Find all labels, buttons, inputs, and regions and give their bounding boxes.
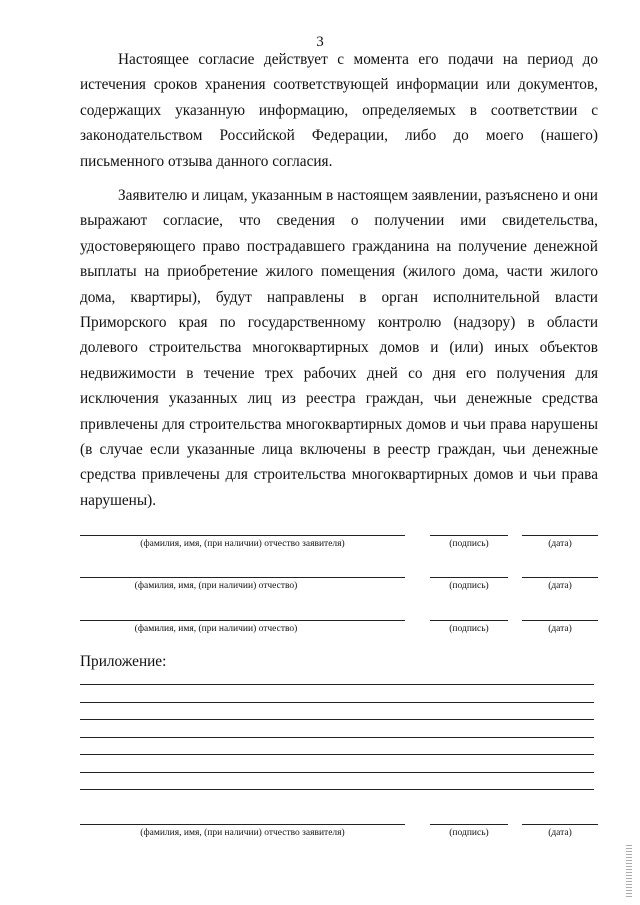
attachment-line[interactable] <box>80 737 594 738</box>
signature-line[interactable] <box>430 824 508 825</box>
signature-caption: (подпись) <box>449 828 489 838</box>
signature-line[interactable] <box>430 620 508 621</box>
attachment-line[interactable] <box>80 772 594 773</box>
signature-caption: (подпись) <box>449 539 489 549</box>
scan-edge-artifact <box>626 845 632 897</box>
signature-line[interactable] <box>430 535 508 536</box>
name-caption: (фамилия, имя, (при наличии) отчество) <box>134 624 298 634</box>
name-caption: (фамилия, имя, (при наличии) отчество заявителя) <box>140 539 345 549</box>
name-line[interactable] <box>80 535 405 536</box>
page-number: 3 <box>316 34 324 50</box>
attachment-line[interactable] <box>80 702 594 703</box>
date-line[interactable] <box>522 620 598 621</box>
date-caption: (дата) <box>548 828 572 838</box>
date-caption: (дата) <box>548 624 572 634</box>
attachment-line[interactable] <box>80 684 594 685</box>
date-caption: (дата) <box>548 581 572 591</box>
attachment-line[interactable] <box>80 789 594 790</box>
attachment-label: Приложение: <box>80 653 167 670</box>
name-line[interactable] <box>80 577 405 578</box>
signature-caption: (подпись) <box>449 581 489 591</box>
consent-duration-paragraph: Настоящее согласие действует с момента его подачи на период до истечения сроков хранения соответствующей информации или документов, содержащих указанную информацию, определяемых в соответствии с законодательством Российской Федерации, либо до моего (нашего) письменного отзыва данного согласия. <box>80 51 598 170</box>
signature-caption: (подпись) <box>449 624 489 634</box>
date-caption: (дата) <box>548 539 572 549</box>
notification-consent-paragraph: Заявителю и лицам, указанным в настоящем заявлении, разъяснено и они выражают согласие, что сведения о получении ими свидетельства, удостоверяющего право пострадавшего гражданина на получение денежной выплаты на приобретение жилого помещения (жилого дома, части жилого дома, квартиры), будут направлены в орган исполнительной власти Приморского края по государственному контролю (надзору) в области долевого строительства многоквартирных домов и (или) иных объектов недвижимости в течение трех рабочих дней со дня его получения для исключения указанных лиц из реестра граждан, чьи денежные средства привлечены для строительства многоквартирных домов и чьи права нарушены (в случае если указанные лица включены в реестр граждан, чьи денежные средства привлечены для строительства многоквартирных домов и чьи права нарушены). <box>80 187 598 509</box>
date-line[interactable] <box>522 577 598 578</box>
signature-line[interactable] <box>430 577 508 578</box>
name-caption: (фамилия, имя, (при наличии) отчество заявителя) <box>140 828 345 838</box>
date-line[interactable] <box>522 824 598 825</box>
name-line[interactable] <box>80 824 405 825</box>
name-caption: (фамилия, имя, (при наличии) отчество) <box>134 581 298 591</box>
date-line[interactable] <box>522 535 598 536</box>
attachment-line[interactable] <box>80 754 594 755</box>
name-line[interactable] <box>80 620 405 621</box>
attachment-line[interactable] <box>80 719 594 720</box>
